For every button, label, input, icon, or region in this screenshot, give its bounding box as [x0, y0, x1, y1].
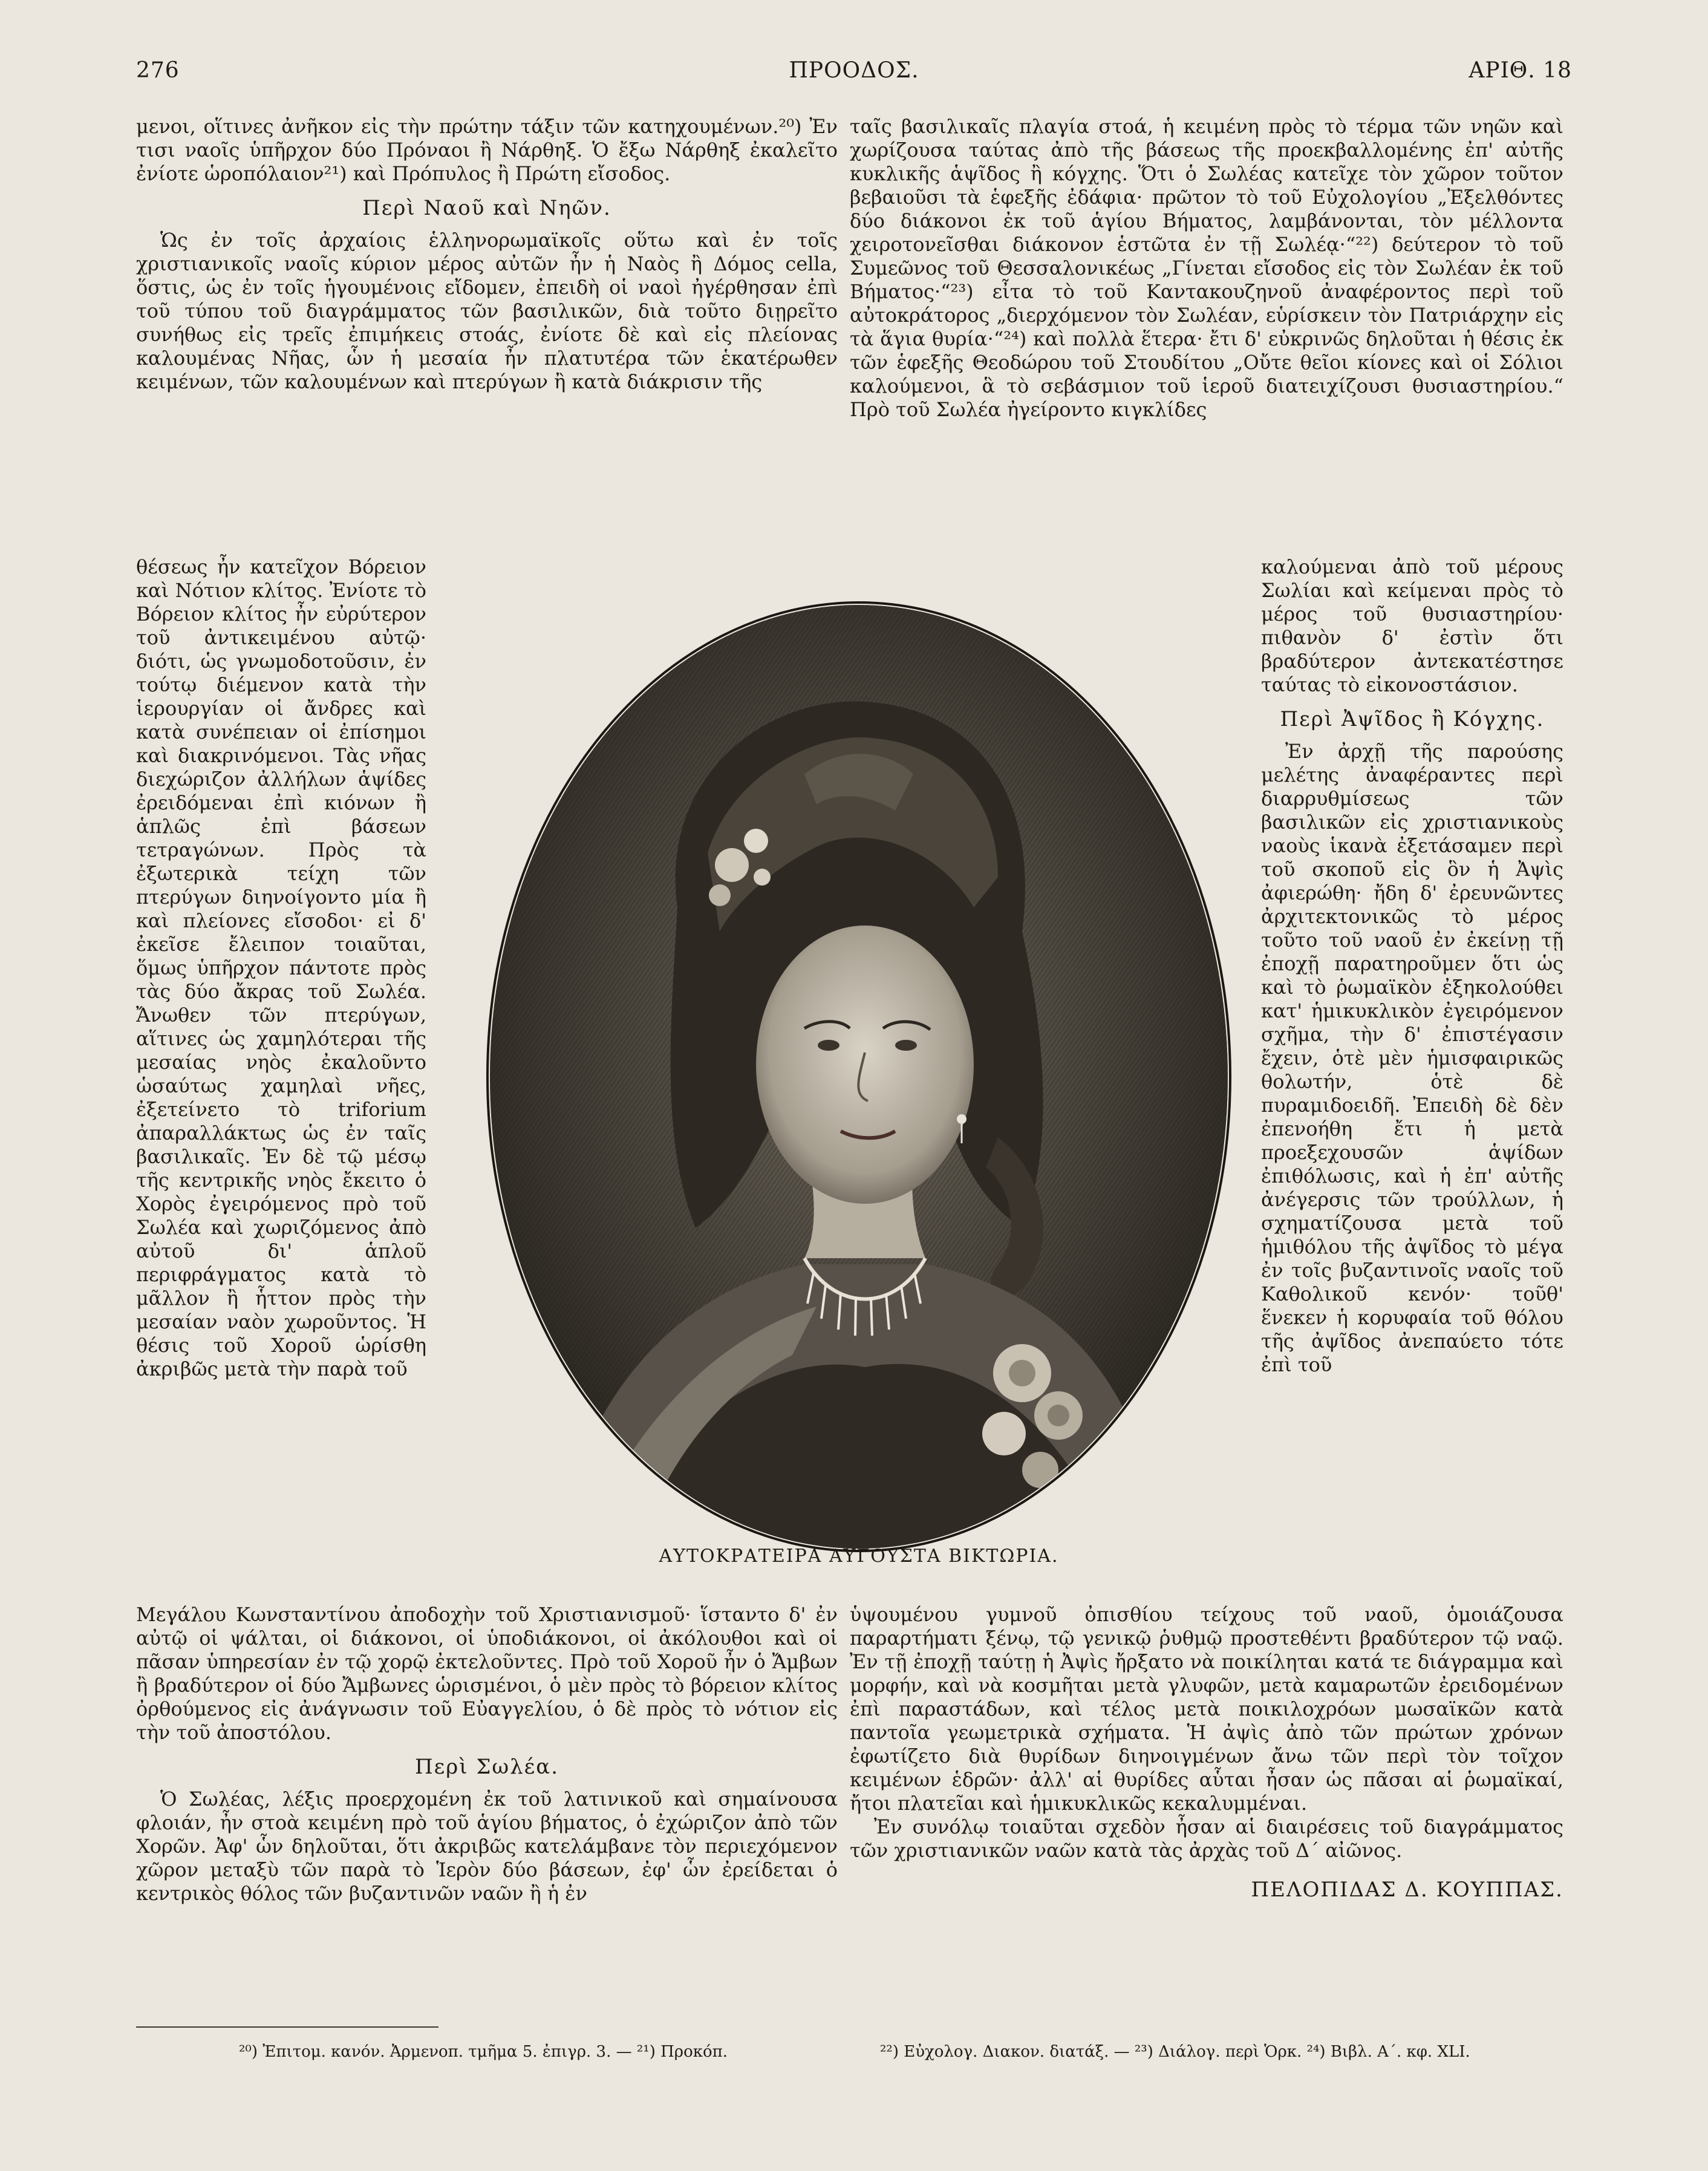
footnotes-right: ²²) Εὐχολογ. Διακον. διατάξ. — ²³) Διάλογ. περὶ Ὁρκ. ²⁴) Βιβλ. Α΄. κφ. XLI.: [880, 2043, 1470, 2061]
right-narrow-column: [1261, 555, 1563, 1377]
portrait-engraving: [478, 593, 1240, 1561]
left-column-bottom: [136, 1603, 838, 1905]
page-header: [136, 53, 1572, 90]
issue-number: ΑΡΙΘ. 18: [1468, 58, 1572, 83]
paragraph: Μεγάλου Κωνσταντίνου ἀποδοχὴν τοῦ Χριστιανισμοῦ· ἵσταντο δ' ἐν αὐτῷ οἱ ψάλται, οἱ διάκονοι, οἱ ὑποδιάκονοι, οἱ ἀκόλουθοι καὶ οἱ πᾶσαν ὑπηρεσίαν ἐν τῷ χορῷ ἐκτελοῦντες. Πρὸ τοῦ Χοροῦ ἦν ὁ Ἄμβων ἢ βραδύτερον οἱ δύο Ἄμβωνες ὡρισμένοι, ὁ μὲν πρὸς τὸ βόρειον κλίτος ὀρθούμενος εἰς ἀνάγνωσιν τοῦ Εὐαγγελίου, ὁ δὲ πρὸς τὸ νότιον εἰς τὴν τοῦ ἀποστόλου.: [136, 1603, 838, 1744]
paragraph: Ὡς ἐν τοῖς ἀρχαίοις ἑλληνορωμαϊκοῖς οὕτω καὶ ἐν τοῖς χριστιανικοῖς ναοῖς κύριον μέρος αὐτῶν ἦν ἡ Ναὸς ἢ Δόμος cella, ὅστις, ὡς ἐν τοῖς ἡγουμένοις εἴδομεν, ἐπειδὴ οἱ ναοὶ ἠγέρθησαν ἐπὶ τοῦ τύπου τοῦ διαγράμματος τῶν βασιλικῶν, διὰ τοῦτο διῃρεῖτο συνήθως εἰς τρεῖς ἐπιμήκεις στοάς, ἐνίοτε δὲ καὶ εἰς πλείονας καλουμένας Νῆας, ὧν ἡ μεσαία ἦν πλατυτέρα τῶν ἑκατέρωθεν κειμένων, τῶν καλουμένων καὶ πτερύγων ἢ κατὰ διάκρισιν τῆς: [136, 229, 838, 393]
section-heading-apse: Περὶ Ἀψῖδος ἢ Κόγχης.: [1280, 707, 1545, 731]
footnotes-left: ²⁰) Ἐπιτομ. κανόν. Ἀρμενοπ. τμῆμα 5. ἐπιγρ. 3. — ²¹) Προκόπ.: [239, 2043, 728, 2061]
portrait-image: [478, 593, 1240, 1561]
paragraph: ταῖς βασιλικαῖς πλαγία στοά, ἡ κειμένη πρὸς τὸ τέρμα τῶν νηῶν καὶ χωρίζουσα ταύτας ἀπὸ τῆς βάσεως τῆς προεκβαλλομένης ἐπ' αὐτῆς κυκλικῆς ἁψῖδος ἢ κόγχης. Ὅτι ὁ Σωλέας κατεῖχε τὸν χῶρον τοῦτον βεβαιοῦσι τὰ ἑφεξῆς ἐδάφια· πρῶτον τὸ τοῦ Εὐχολογίου „Ἐξελθόντες δύο διάκονοι ἐκ τοῦ ἁγίου Βήματος, λαμβάνονται, τὸν μέλλοντα χειροτονεῖσθαι διάκονον ἑστῶτα ἐν τῇ Σωλέᾳ·“²²) δεύτερον τὸ τοῦ Συμεῶνος τοῦ Θεσσαλονικέως „Γίνεται εἴσοδος εἰς τὸν Σωλέαν ἐκ τοῦ Βήματος·“²³) εἶτα τὸ τοῦ Καντακουζηνοῦ ἀναφέροντος περὶ τοῦ αὐτοκράτορος „διερχόμενον τὸν Σωλέαν, εὑρίσκειν τὸν Πατριάρχην εἰς τὰ ἅγια θυρία·“²⁴) καὶ πολλὰ ἕτερα· ἔτι δ' εὐκρινῶς δηλοῦται ἡ θέσις ἐκ τῶν ἑφεξῆς Θεοδώρου τοῦ Στουδίτου „Οὔτε θεῖοι κίονες καὶ οἱ Σόλιοι καλούμενοι, ἃ τὸ σεβάσμιον τοῦ ἱεροῦ διατειχίζουσι θυσιαστηρίου.“ Πρὸ τοῦ Σωλέα ἠγείροντο κιγκλίδες: [850, 115, 1563, 421]
author-signature: ΠΕΛΟΠΙΔΑΣ Δ. ΚΟΥΠΠΑΣ.: [1251, 1878, 1563, 1902]
paragraph: Ὁ Σωλέας, λέξις προερχομένη ἐκ τοῦ λατινικοῦ καὶ σημαίνουσα φλοιάν, ἦν στοὰ κειμένη πρὸ τοῦ ἁγίου βήματος, ὁ ἐχώριζον ἀπὸ τῶν Χορῶν. Ἀφ' ὧν δηλοῦται, ὅτι ἀκριβῶς κατελάμβανε τὸν περιεχόμενον χῶρον μεταξὺ τῶν παρὰ τὸ Ἱερὸν δύο βάσεων, ἐφ' ὧν ἐρείδεται ὁ κεντρικὸς θόλος τῶν βυζαντινῶν ναῶν ἢ ἡ ἐν: [136, 1787, 838, 1905]
running-title: ΠΡΟΟΔΟΣ.: [789, 58, 919, 83]
section-heading-nave: Περὶ Ναοῦ καὶ Νηῶν.: [362, 196, 611, 220]
section-heading-solea: Περὶ Σωλέα.: [414, 1755, 559, 1779]
right-column-top: [850, 115, 1563, 422]
right-column-bottom: [850, 1603, 1563, 1902]
paragraph: Ἐν ἀρχῇ τῆς παρούσης μελέτης ἀναφέραντες περὶ διαρρυθμίσεως τῶν βασιλικῶν εἰς χριστιανικοὺς ναοὺς ἱκανὰ ἐξετάσαμεν περὶ τοῦ σκοποῦ εἰς ὃν ἡ Ἀψὶς ἀφιερώθη· ἤδη δ' ἐρευνῶντες ἀρχιτεκτονικῶς τὸ μέρος τοῦτο τοῦ ναοῦ ἐν ἐκείνῃ τῇ ἐποχῇ παρατηροῦμεν ὅτι ὡς καὶ τὸ ῥωμαϊκὸν ἐξηκολούθει κατ' ἡμικυκλικὸν ἐγειρόμενον σχῆμα, τὴν δ' ἐπιστέγασιν ἔχειν, ὁτὲ μὲν ἡμισφαιρικῶς θολωτήν, ὁτὲ δὲ πυραμιδοειδῆ. Ἐπειδὴ δὲ δὲν ἐπενοήθη ἔτι ἡ μετὰ προεξεχουσῶν ἁψίδων ἐπιθόλωσις, καὶ ἡ ἐπ' αὐτῆς ἀνέγερσις τῶν τρούλλων, ἡ σχηματίζουσα μετὰ τοῦ ἡμιθόλου τῆς ἀψῖδος τὸ μέγα ἐν τοῖς βυζαντινοῖς ναοῖς τοῦ Καθολικοῦ κενόν· τοῦθ' ἕνεκεν ἡ κορυφαία τοῦ θόλου τῆς ἀψῖδος ἀνεπαύετο τότε ἐπὶ τοῦ: [1261, 740, 1563, 1376]
paragraph: Ἐν συνόλῳ τοιαῦται σχεδὸν ἦσαν αἱ διαιρέσεις τοῦ διαγράμματος τῶν χριστιανικῶν ναῶν κατὰ τὰς ἀρχὰς τοῦ Δ΄ αἰῶνος.: [850, 1815, 1563, 1862]
left-column-top: [136, 115, 838, 394]
paragraph: ὑψουμένου γυμνοῦ ὀπισθίου τείχους τοῦ ναοῦ, ὁμοιάζουσα παραρτήματι ξένῳ, τῷ γενικῷ ῥυθμῷ προστεθέντι βραδύτερον τῷ ναῷ. Ἐν τῇ ἐποχῇ ταύτῃ ἡ Ἀψὶς ἤρξατο νὰ ποικίληται κατά τε διάγραμμα καὶ μορφήν, καὶ νὰ κοσμῆται μετὰ γλυφῶν, μετὰ καμαρωτῶν ἐρειδομένων ἐπὶ παραστάδων, καὶ τέλος μετὰ ποικιλοχρόων μωσαϊκῶν κατὰ παντοῖα γεωμετρικὰ σχήματα. Ἡ ἀψὶς ἀπὸ τῶν πρώτων χρόνων ἐφωτίζετο διὰ θυρίδων διηνοιγμένων ἄνω τῶν περὶ τὸν τοῖχον κειμένων ἑδρῶν· ἀλλ' αἱ θυρίδες αὗται ἦσαν ὡς πᾶσαι αἱ ῥωμαϊκαί, ἤτοι πλατεῖαι καὶ ἡμικυκλικῶς κεκαλυμμέναι.: [850, 1603, 1563, 1815]
footnote-rule: [136, 2026, 438, 2028]
paragraph: θέσεως ἦν κατεῖχον Βόρειον καὶ Νότιον κλίτος. Ἐνίοτε τὸ Βόρειον κλίτος ἦν εὐρύτερον τοῦ ἀντικειμένου αὐτῷ· διότι, ὡς γνωμοδοτοῦσιν, ἐν τούτῳ διέμενον κατὰ τὴν ἱερουργίαν οἱ ἄνδρες καὶ κατὰ συνέπειαν οἱ ἐπίσημοι καὶ διακρινόμενοι. Τὰς νῆας διεχώριζον ἀλλήλων ἁψίδες ἐρειδόμεναι ἐπὶ κιόνων ἢ ἁπλῶς ἐπὶ βάσεων τετραγώνων. Πρὸς τὰ ἐξωτερικὰ τείχη τῶν πτερύγων διηνοίγοντο μία ἢ καὶ πλείονες εἴσοδοι· εἰ δ' ἐκεῖσε ἔλειπον τοιαῦται, ὅμως ὑπῆρχον πάντοτε πρὸς τὰς δύο ἄκρας τοῦ Σωλέα. Ἄνωθεν τῶν πτερύγων, αἵτινες ὡς χαμηλότεραι τῆς μεσαίας νηὸς ἐκαλοῦντο ὡσαύτως χαμηλαὶ νῆες, ἐξετείνετο τὸ triforium ἀπαραλλάκτως ὡς ἐν ταῖς βασιλικαῖς. Ἐν δὲ τῷ μέσῳ τῆς κεντρικῆς νηὸς ἔκειτο ὁ Χορὸς ἐγειρόμενος πρὸ τοῦ Σωλέα καὶ χωριζόμενος ἀπὸ αὐτοῦ δι' ἁπλοῦ περιφράγματος κατὰ τὸ μᾶλλον ἢ ἧττον πρὸς τὴν μεσαίαν ναὸν χωροῦντος. Ἡ θέσις τοῦ Χοροῦ ὡρίσθη ἀκριβῶς μετὰ τὴν παρὰ τοῦ: [136, 555, 426, 1380]
left-narrow-column: [136, 555, 426, 1381]
page-number: 276: [136, 58, 180, 83]
portrait-caption: ΑΥΤΟΚΡΑΤΕΙΡΑ ΑΥΓΟΥΣΤΑ ΒΙΚΤΩΡΙΑ.: [659, 1546, 1059, 1567]
paragraph: καλούμεναι ἀπὸ τοῦ μέρους Σωλίαι καὶ κείμεναι πρὸς τὸ μέρος τοῦ θυσιαστηρίου· πιθανὸν δ' ἐστὶν ὅτι βραδύτερον ἀντεκατέστησε ταύτας τὸ εἰκονοστάσιον.: [1261, 555, 1563, 696]
paragraph: μενοι, οἵτινες ἀνῆκον εἰς τὴν πρώτην τάξιν τῶν κατηχουμένων.²⁰) Ἐν τισι ναοῖς ὑπῆρχον δύο Πρόναοι ἢ Νάρθηξ. Ὁ ἔξω Νάρθηξ ἐκαλεῖτο ἐνίοτε ὡροπόλαιον²¹) καὶ Πρόπυλος ἢ Πρώτη εἴσοδος.: [136, 115, 838, 185]
